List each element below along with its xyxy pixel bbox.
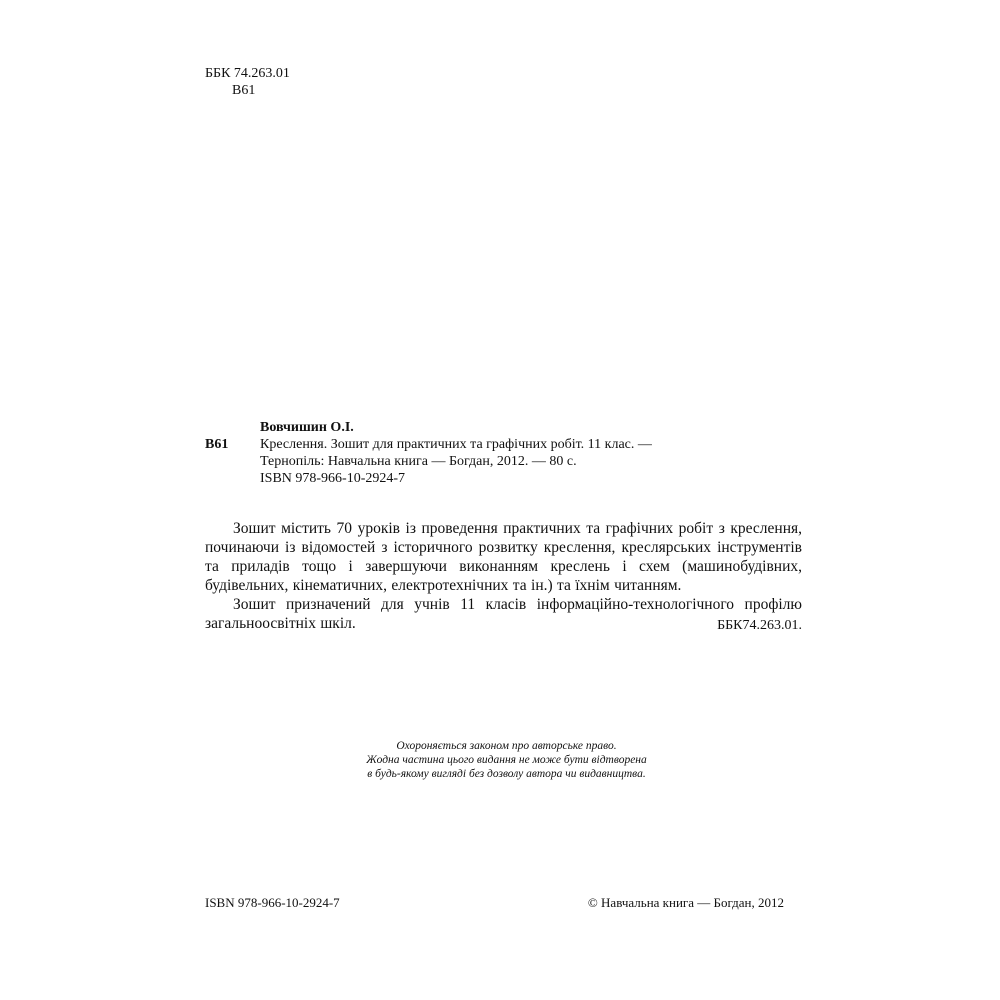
- footer-isbn: ISBN 978-966-10-2924-7: [205, 895, 340, 910]
- bbk-index: В61: [232, 83, 256, 98]
- copyright-notice-line: Охороняється законом про авторське право.: [396, 740, 617, 752]
- catalog-index: В61: [205, 437, 229, 452]
- copyright-notice-line: в будь-якому вигляді без дозволу автора чи видавництва.: [367, 768, 646, 780]
- footer-copyright: © Навчальна книга — Богдан, 2012: [587, 895, 784, 910]
- catalog-isbn: ISBN 978-966-10-2924-7: [260, 471, 406, 486]
- copyright-notice: [300, 739, 713, 781]
- abstract: [205, 519, 802, 633]
- author-name: Вовчишин О.І.: [260, 420, 354, 435]
- bbk-code: ББК 74.263.01: [205, 66, 290, 81]
- abstract-bbk: ББК74.263.01.: [717, 618, 802, 633]
- abstract-paragraph: Зошит містить 70 уроків із проведення практичних та графічних робіт з креслення, починаючи із відомостей з історичного розвитку креслення, креслярських інструментів та приладів тощо і завершуючи виконанням креслень і схем (машинобудівних, будівельних, кінематичних, електротехнічних та ін.) та їхнім читанням.: [205, 520, 802, 594]
- abstract-paragraph: Зошит призначений для учнів 11 класів інформаційно-технологічного профілю загальноосвітніх шкіл.: [205, 596, 802, 632]
- copyright-notice-line: Жодна частина цього видання не може бути відтворена: [366, 754, 647, 766]
- catalog-publisher-line: Тернопіль: Навчальна книга — Богдан, 2012. — 80 с.: [260, 454, 577, 469]
- catalog-title-line: Креслення. Зошит для практичних та графічних робіт. 11 клас. —: [260, 437, 652, 452]
